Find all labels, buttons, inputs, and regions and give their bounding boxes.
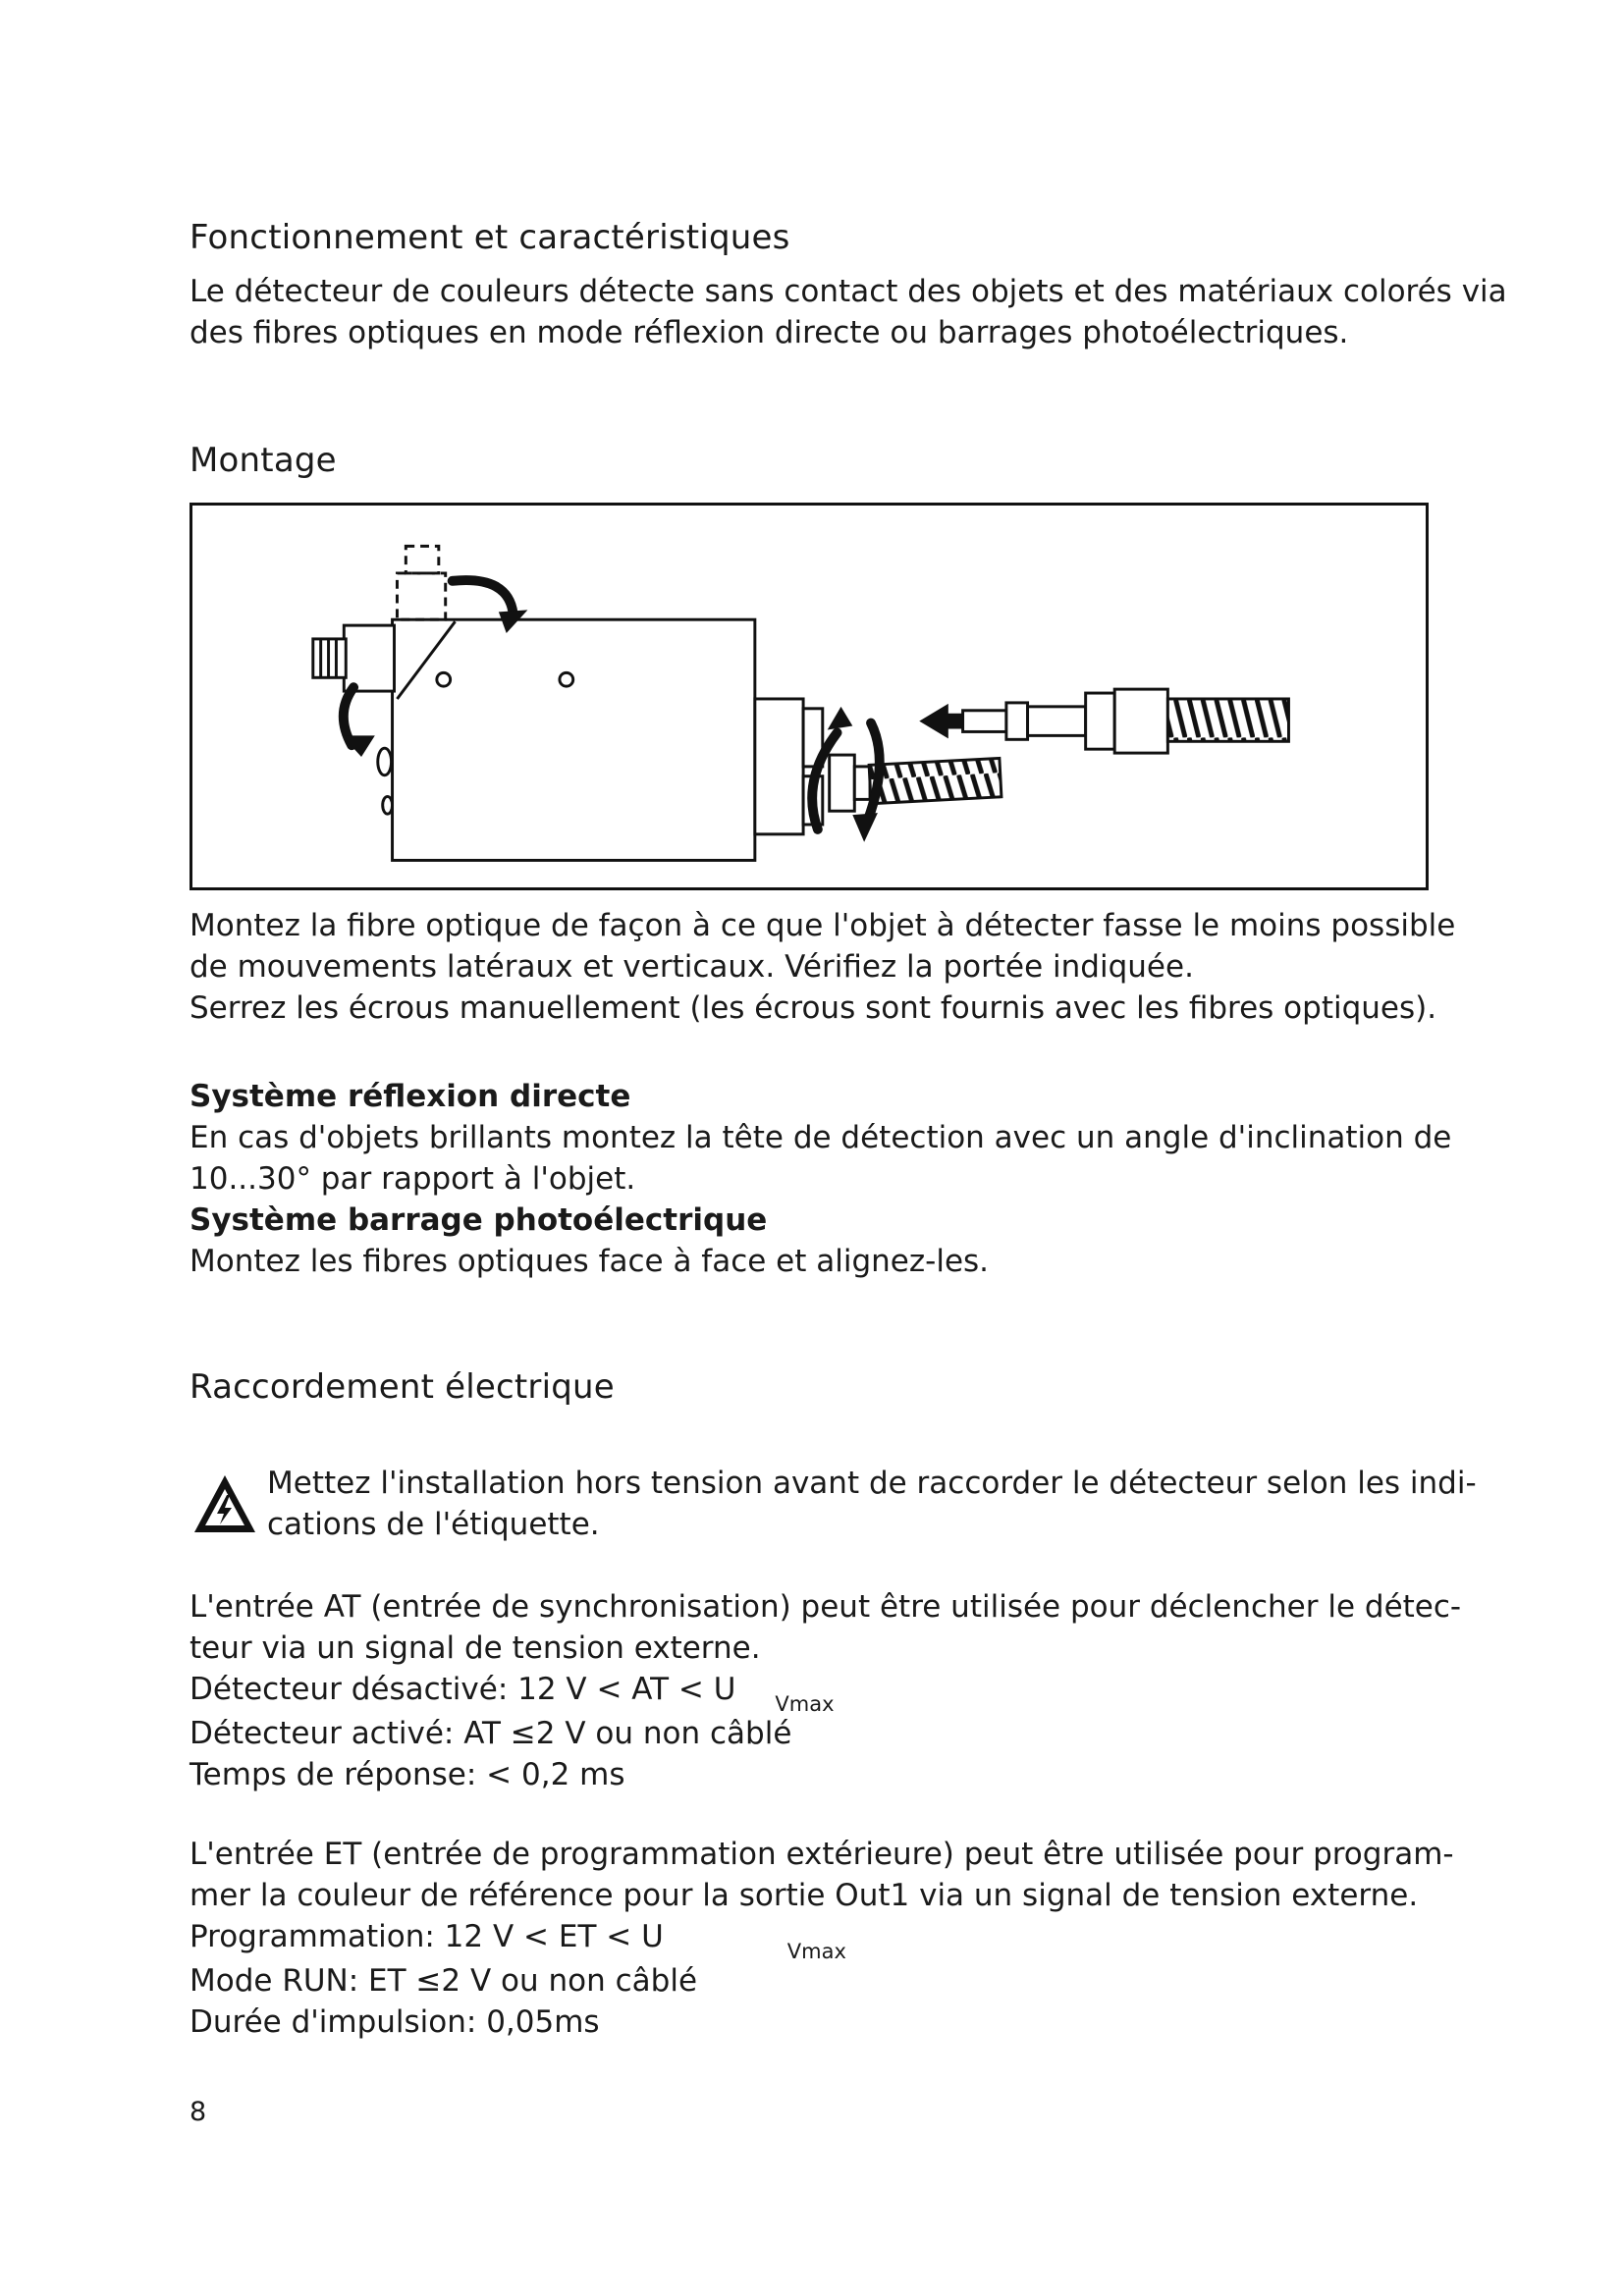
mounting-diagram-icon	[192, 506, 1426, 887]
et-pulse-line: Durée d'impulsion: 0,05ms	[189, 2004, 600, 2040]
electrical-hazard-warning-icon	[191, 1472, 258, 1535]
function-paragraph	[189, 271, 1507, 353]
reflex-line-1: En cas d'objets brillants montez la tête de détection avec un angle d'inclination de	[189, 1120, 1452, 1155]
et-line-1: L'entrée ET (entrée de programmation extérieure) peut être utilisée pour program-	[189, 1837, 1454, 1872]
at-line-1: L'entrée AT (entrée de synchronisation) peut être utilisée pour déclencher le détec-	[189, 1589, 1462, 1625]
reflex-system-block	[189, 1076, 1452, 1282]
page-number: 8	[189, 2097, 207, 2127]
mounting-paragraph	[189, 905, 1456, 1029]
warning-paragraph	[267, 1463, 1477, 1545]
reflex-line-2: 10...30° par rapport à l'objet.	[189, 1161, 636, 1197]
et-line-2: mer la couleur de référence pour la sortie Out1 via un signal de tension externe.	[189, 1878, 1419, 1913]
warning-line-2: cations de l'étiquette.	[267, 1507, 600, 1542]
et-input-paragraph	[189, 1834, 1454, 2043]
at-disabled-line	[189, 1669, 1436, 1716]
function-line-2: des fibres optiques en mode réflexion directe ou barrages photoélectriques.	[189, 315, 1349, 350]
et-programming-line	[189, 1916, 1436, 1963]
barrier-system-heading: Système barrage photoélectrique	[189, 1202, 768, 1238]
warning-line-1: Mettez l'installation hors tension avant de raccorder le détecteur selon les indi-	[267, 1466, 1477, 1501]
et-programming-text: Programmation: 12 V < ET < U	[189, 1919, 664, 1954]
electrical-heading: Raccordement électrique	[189, 1367, 615, 1407]
barrier-line: Montez les fibres optiques face à face et alignez-les.	[189, 1244, 990, 1279]
reflex-system-heading: Système réflexion directe	[189, 1079, 631, 1114]
et-programming-subscript: Vmax	[786, 1940, 846, 1963]
mounting-line-2: de mouvements latéraux et verticaux. Vérifiez la portée indiquée.	[189, 949, 1194, 985]
et-run-line: Mode RUN: ET ≤2 V ou non câblé	[189, 1963, 698, 1999]
mounting-line-1: Montez la fibre optique de façon à ce que l'objet à détecter fasse le moins possible	[189, 908, 1456, 943]
function-heading: Fonctionnement et caractéristiques	[189, 218, 790, 257]
mounting-line-3: Serrez les écrous manuellement (les écrous sont fournis avec les fibres optiques).	[189, 990, 1437, 1026]
mounting-heading: Montage	[189, 441, 337, 480]
at-enabled-line: Détecteur activé: AT ≤2 V ou non câblé	[189, 1716, 792, 1751]
at-disabled-subscript: Vmax	[775, 1692, 835, 1716]
fiber-optic-mounting-diagram	[189, 503, 1429, 890]
at-response-line: Temps de réponse: < 0,2 ms	[189, 1757, 625, 1792]
function-line-1: Le détecteur de couleurs détecte sans contact des objets et des matériaux colorés via	[189, 274, 1507, 309]
at-line-2: teur via un signal de tension externe.	[189, 1630, 761, 1666]
at-disabled-text: Détecteur désactivé: 12 V < AT < U	[189, 1672, 736, 1707]
at-input-paragraph	[189, 1586, 1462, 1795]
